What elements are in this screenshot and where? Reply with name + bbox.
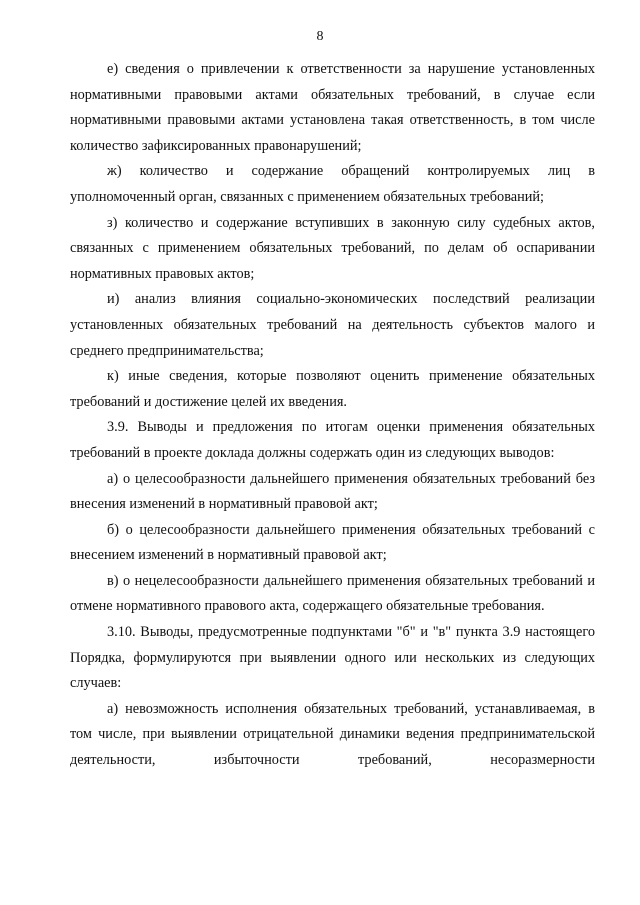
page-number: 8 bbox=[316, 29, 324, 44]
paragraph-3-10: 3.10. Выводы, предусмотренные подпунктами "б" и "в" пункта 3.9 настоящего Порядка, формулируются при выявлении одного или нескольких из следующих случаев: bbox=[70, 624, 595, 692]
paragraph-zh: ж) количество и содержание обращений контролируемых лиц в уполномоченный орган, связанных с применением обязательных требований; bbox=[70, 163, 595, 205]
document-body bbox=[70, 57, 595, 774]
paragraph-3-9-v: в) о нецелесообразности дальнейшего применения обязательных требований и отмене нормативного правового акта, содержащего обязательные требования. bbox=[70, 572, 595, 615]
paragraph-k: к) иные сведения, которые позволяют оценить применение обязательных требований и достижение целей их введения. bbox=[70, 368, 595, 410]
paragraph-3-9-b: б) о целесообразности дальнейшего применения обязательных требований с внесением изменений в нормативный правовой акт; bbox=[70, 521, 595, 564]
paragraph-i: и) анализ влияния социально-экономических последствий реализации установленных обязательных требований на деятельность субъектов малого и среднего предпринимательства; bbox=[70, 291, 595, 359]
paragraph-e: е) сведения о привлечении к ответственности за нарушение установленных нормативными правовыми актами обязательных требований, в случае если нормативными правовыми актами установлена такая ответственность, в том числе количество зафиксированных правонарушений; bbox=[70, 61, 595, 154]
paragraph-z: з) количество и содержание вступивших в законную силу судебных актов, связанных с применением обязательных требований, по делам об оспаривании нормативных правовых актов; bbox=[70, 214, 595, 282]
paragraph-3-9: 3.9. Выводы и предложения по итогам оценки применения обязательных требований в проекте доклада должны содержать один из следующих выводов: bbox=[70, 419, 595, 461]
paragraph-3-10-a: а) невозможность исполнения обязательных требований, устанавливаемая, в том числе, при выявлении отрицательной динамики ведения предпринимательской деятельности, избыточности требований, несоразмерности bbox=[70, 700, 595, 769]
paragraph-3-9-a: а) о целесообразности дальнейшего применения обязательных требований без внесения изменений в нормативный правовой акт; bbox=[70, 470, 595, 513]
